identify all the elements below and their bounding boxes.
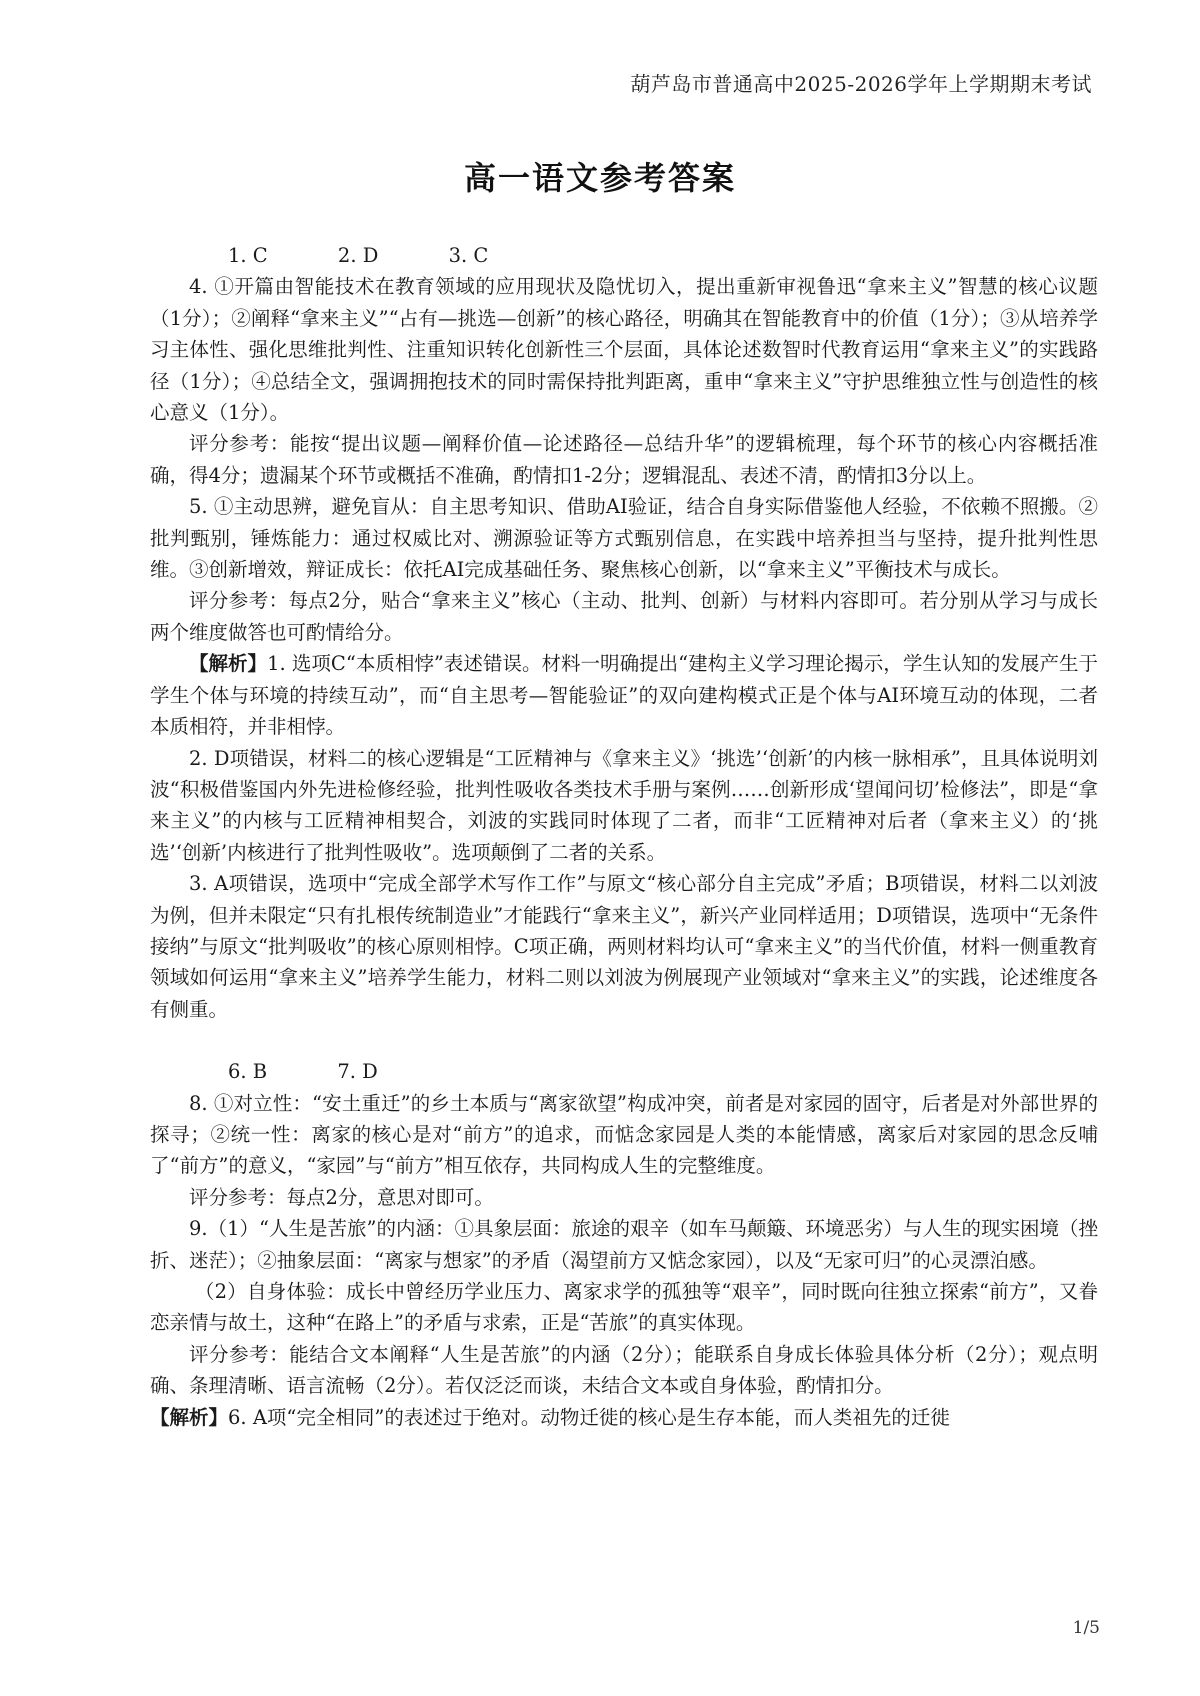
analysis-label: 【解析】 [150, 1405, 229, 1429]
q9-part2: （2）自身体验：成长中曾经历学业压力、离家求学的孤独等“艰辛”，同时既向往独立探索“前方”，又眷恋亲情与故土，这种“在路上”的矛盾与求索，正是“苦旅”的真实体现。 [150, 1280, 1098, 1335]
analysis-text: 1. 选项C“本质相悖”表述错误。材料一明确提出“建构主义学习理论揭示，学生认知的发展产生于学生个体与环境的持续互动”，而“自主思考—智能验证”的双向建构模式正是个体与AI环境互动的体现，二者本质相符，并非相悖。 [150, 652, 1098, 739]
q9-scoring: 评分参考：能结合文本阐释“人生是苦旅”的内涵（2分）；能联系自身成长体验具体分析（2分）；观点明确、条理清晰、语言流畅（2分）。若仅泛泛而谈，未结合文本或自身体验，酌情扣分。 [150, 1342, 1098, 1398]
answers-1-3 [150, 240, 1098, 271]
answers-6-7 [150, 1056, 1098, 1087]
analysis-label: 【解析】 [189, 652, 268, 676]
page-title: 高一语文参考答案 [463, 159, 736, 197]
q8-answer: 8. ①对立性：“安土重迁”的乡土本质与“离家欲望”构成冲突，前者是对家园的固守，后者是对外部世界的探寻；②统一性：离家的核心是对“前方”的追求，而惦念家园是人类的本能情感，离家后对家园的思念反哺了“前方”的意义，“家园”与“前方”相互依存，共同构成人生的完整维度。 [150, 1091, 1098, 1178]
analysis-text: 6. A项“完全相同”的表述过于绝对。动物迁徙的核心是生存本能，而人类祖先的迁徙 [228, 1405, 950, 1429]
analysis-item-6 [150, 1402, 1098, 1433]
document-body [150, 240, 1098, 1433]
q9-part1: 9.（1）“人生是苦旅”的内涵：①具象层面：旅途的艰辛（如车马颠簸、环境恶劣）与人生的现实困境（挫折、迷茫）；②抽象层面：“离家与想家”的矛盾（渴望前方又惦念家园），以及“无家可归”的心灵漂泊感。 [150, 1217, 1098, 1272]
analysis-item-1 [150, 648, 1098, 742]
analysis-item-2: 2. D项错误，材料二的核心逻辑是“工匠精神与《拿来主义》‘挑选’‘创新’的内核一脉相承”，且具体说明刘波“积极借鉴国内外先进检修经验，批判性吸收各类技术手册与案例……创新形成‘望闻问切’检修法”，即是“拿来主义”的内核与工匠精神相契合，刘波的实践同时体现了二者，而非“工匠精神对后者（拿来主义）的‘挑选’‘创新’内核进行了批判性吸收”。选项颠倒了二者的关系。 [150, 746, 1098, 864]
exam-header: 葫芦岛市普通高中2025-2026学年上学期期末考试 [630, 72, 1092, 96]
q5-scoring: 评分参考：每点2分，贴合“拿来主义”核心（主动、批判、创新）与材料内容即可。若分别从学习与成长两个维度做答也可酌情给分。 [150, 589, 1098, 644]
q4-scoring: 评分参考：能按“提出议题—阐释价值—论述路径—总结升华”的逻辑梳理，每个环节的核心内容概括准确，得4分；遗漏某个环节或概括不准确，酌情扣1-2分；逻辑混乱、表述不清，酌情扣3分以上。 [150, 432, 1098, 487]
answer-item: 6. B [228, 1060, 268, 1084]
q5-answer: 5. ①主动思辨，避免盲从：自主思考知识、借助AI验证，结合自身实际借鉴他人经验，不依赖不照搬。②批判甄别，锤炼能力：通过权威比对、溯源验证等方式甄别信息，在实践中培养担当与坚持，提升批判性思维。③创新增效，辩证成长：依托AI完成基础任务、聚焦核心创新，以“拿来主义”平衡技术与成长。 [150, 495, 1098, 582]
answer-item: 1. C [228, 244, 268, 267]
section-gap [150, 1025, 1098, 1056]
answer-item: 3. C [448, 244, 489, 267]
page-number: 1/5 [1072, 1618, 1100, 1638]
q8-scoring: 评分参考：每点2分，意思对即可。 [189, 1185, 494, 1209]
answer-item: 2. D [337, 244, 379, 267]
q4-answer: 4. ①开篇由智能技术在教育领域的应用现状及隐忧切入，提出重新审视鲁迅“拿来主义”智慧的核心议题（1分）；②阐释“拿来主义”“占有—挑选—创新”的核心路径，明确其在智能教育中的价值（1分）；③从培养学习主体性、强化思维批判性、注重知识转化创新性三个层面，具体论述数智时代教育运用“拿来主义”的实践路径（1分）；④总结全文，强调拥抱技术的同时需保持批判距离，重申“拿来主义”守护思维独立性与创造性的核心意义（1分）。 [150, 275, 1098, 425]
analysis-item-3: 3. A项错误，选项中“完成全部学术写作工作”与原文“核心部分自主完成”矛盾；B项错误，材料二以刘波为例，但并未限定“只有扎根传统制造业”才能践行“拿来主义”，新兴产业同样适用；D项错误，选项中“无条件接纳”与原文“批判吸收”的核心原则相悖。C项正确，两则材料均认可“拿来主义”的当代价值，材料一侧重教育领域如何运用“拿来主义”培养学生能力，材料二则以刘波为例展现产业领域对“拿来主义”的实践，论述维度各有侧重。 [150, 872, 1098, 1021]
answer-item: 7. D [337, 1060, 378, 1084]
